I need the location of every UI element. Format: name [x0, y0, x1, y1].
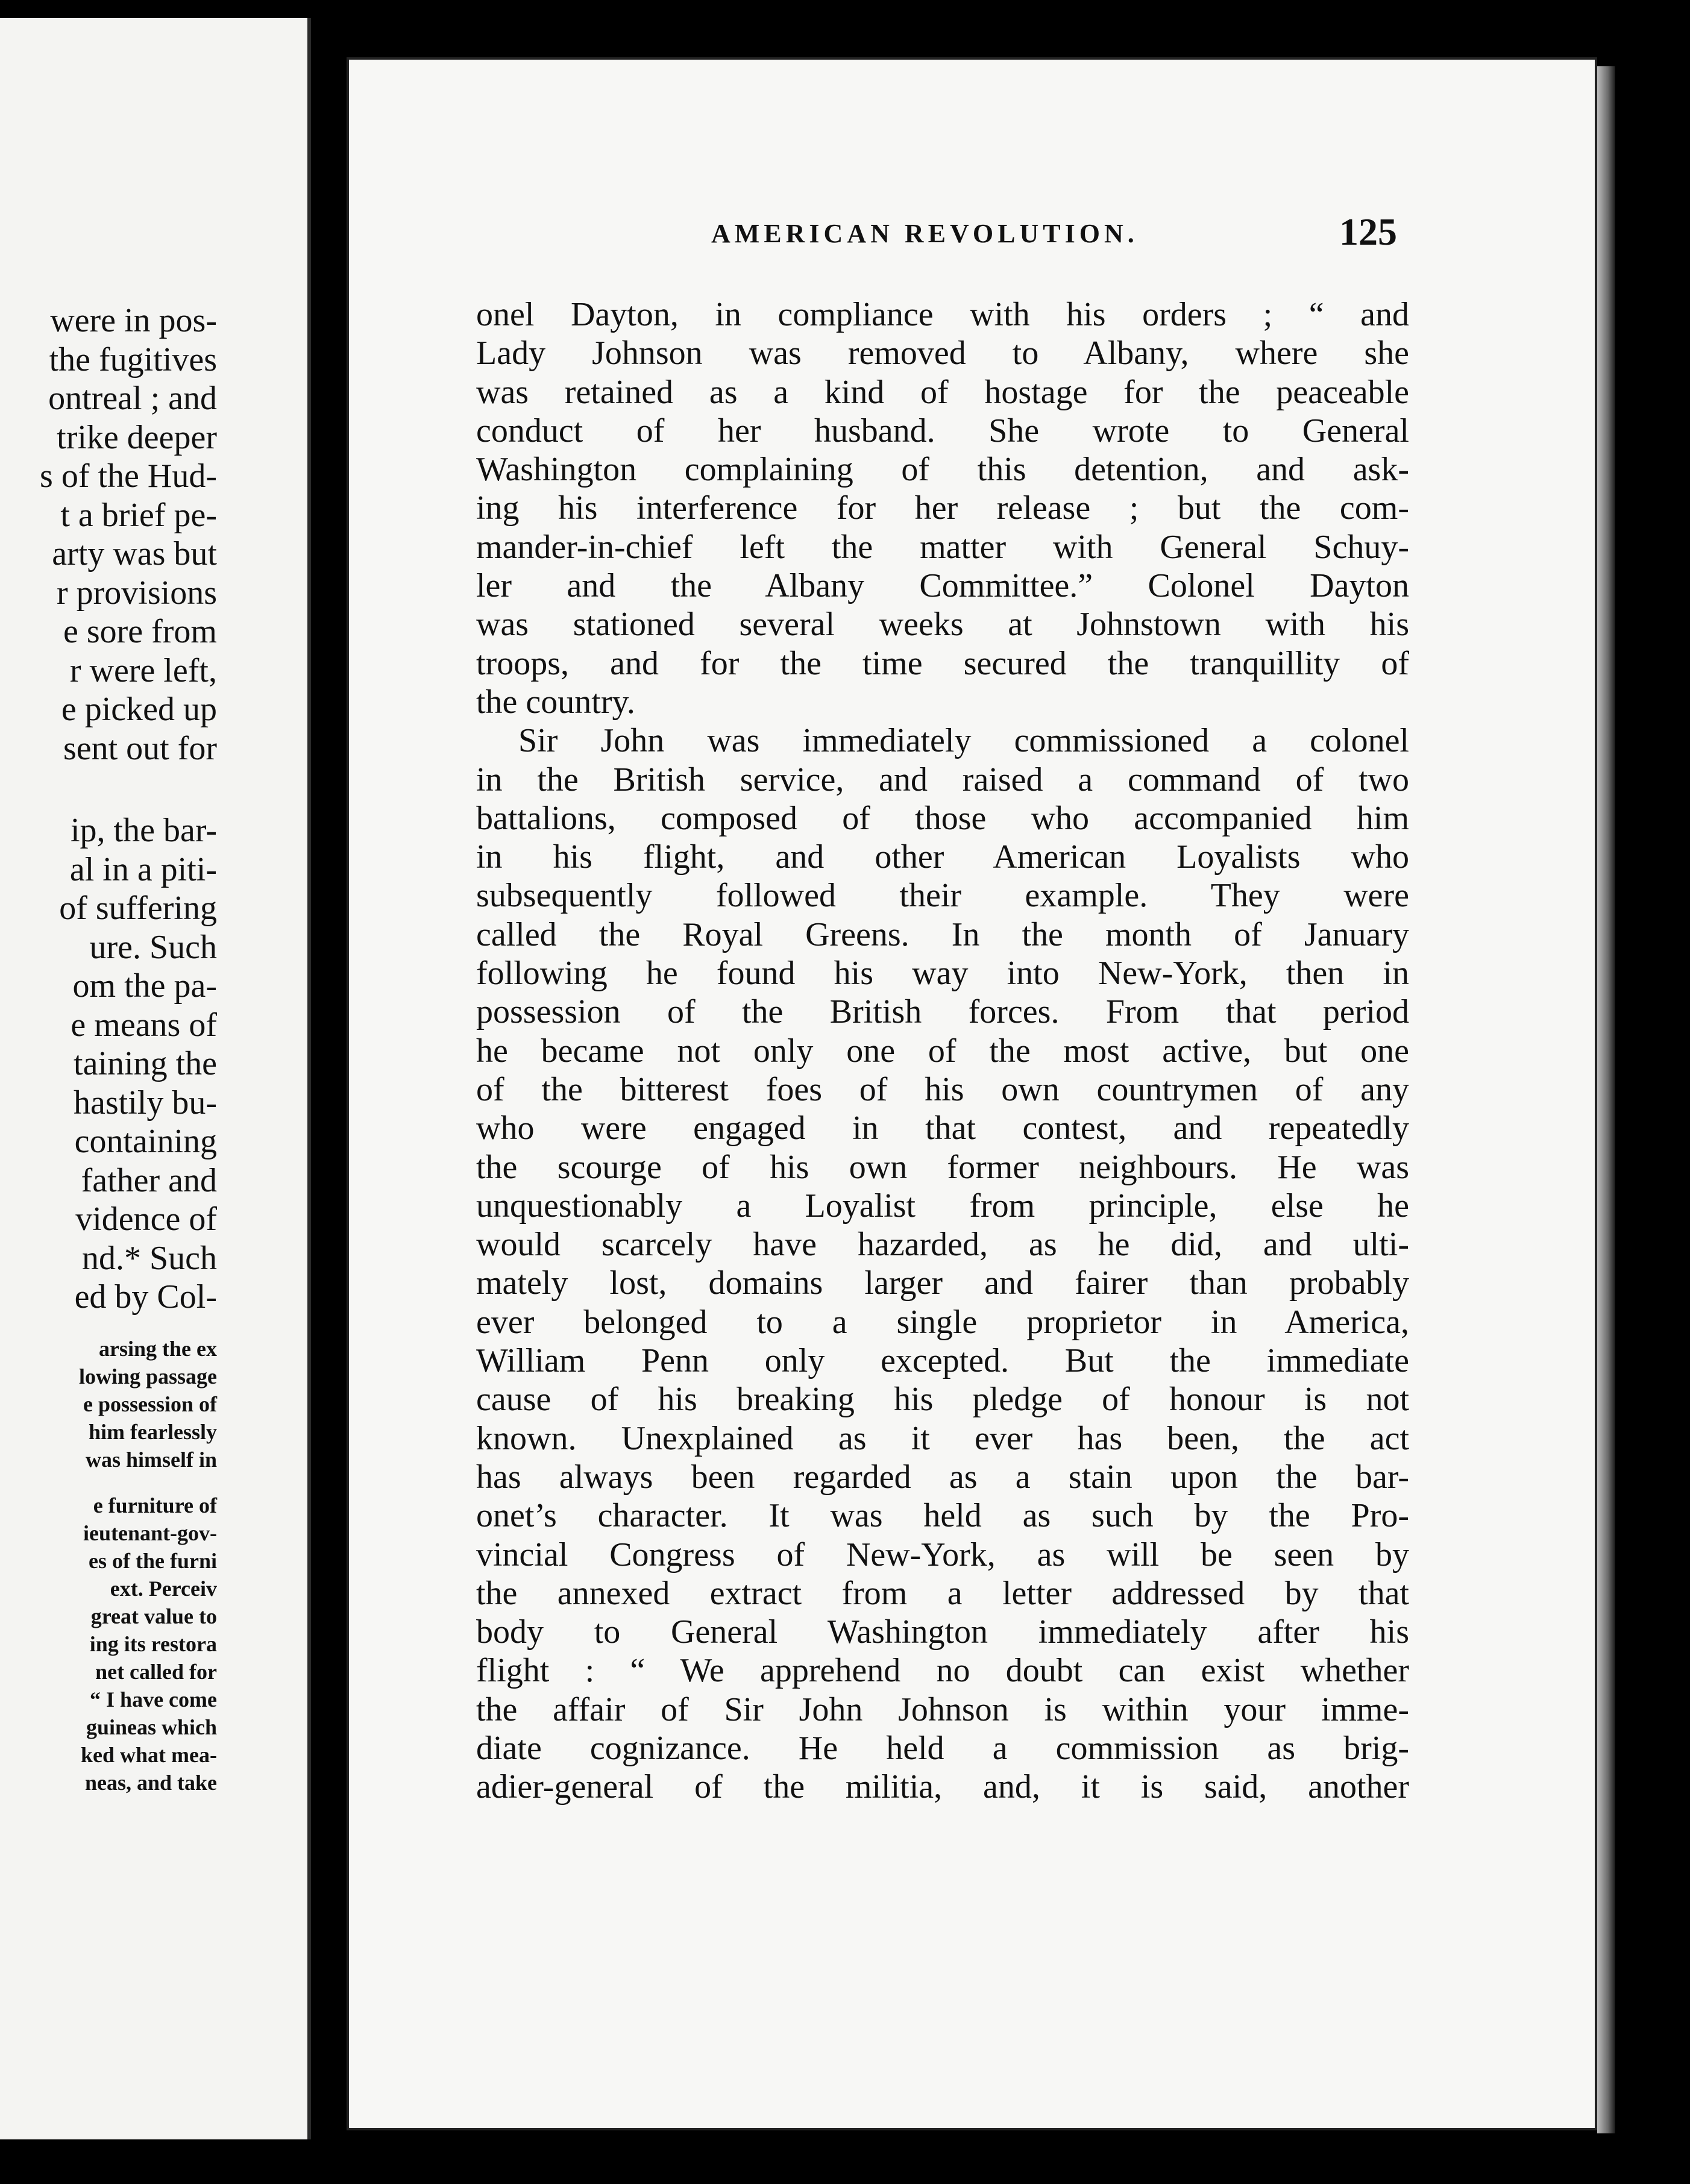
left-text-line: e picked up: [61, 691, 217, 728]
left-footnote-line: e possession of: [83, 1392, 217, 1416]
body-line: Lady Johnson was removed to Albany, where she: [476, 334, 1409, 372]
body-line: ler and the Albany Committee.” Colonel Dayton: [476, 567, 1409, 605]
body-line: mately lost, domains larger and fairer than probably: [476, 1264, 1409, 1302]
body-line: the annexed extract from a letter addressed by that: [476, 1574, 1409, 1612]
body-line: flight : “ We apprehend no doubt can exist whether: [476, 1652, 1409, 1690]
left-text-line: s of the Hud-: [40, 457, 217, 495]
left-page: [0, 18, 311, 2139]
left-text-line: ip, the bar-: [70, 812, 217, 849]
body-line: would scarcely have hazarded, as he did, and ulti-: [476, 1226, 1409, 1264]
body-line: has always been regarded as a stain upon the bar-: [476, 1458, 1409, 1496]
left-text-line: father and: [81, 1161, 217, 1199]
left-text-line: vidence of: [75, 1200, 217, 1238]
body-line: Washington complaining of this detention, and ask-: [476, 451, 1409, 489]
footnote-gap: [40, 1317, 217, 1335]
body-line: known. Unexplained as it ever has been, the act: [476, 1419, 1409, 1457]
left-text-line: were in pos-: [50, 302, 217, 339]
body-line: onel Dayton, in compliance with his orders ; “ and: [476, 296, 1409, 333]
left-footnote-line: arsing the ex: [99, 1336, 217, 1361]
running-head: AMERICAN REVOLUTION.: [711, 219, 1139, 248]
body-line: adier-general of the militia, and, it is said, another: [476, 1768, 1409, 1806]
body-line: diate cognizance. He held a commission as brig-: [476, 1729, 1409, 1767]
body-text: [476, 295, 1409, 1807]
left-text-line: the fugitives: [49, 340, 217, 378]
body-line: the country.: [476, 683, 635, 721]
left-text-line: taining the: [74, 1045, 217, 1082]
left-text-line: containing: [74, 1123, 217, 1160]
left-footnote-line: great value to: [90, 1604, 217, 1628]
left-text-line: ontreal ; and: [48, 380, 217, 417]
left-footnote-line: net called for: [95, 1659, 217, 1684]
body-line: the scourge of his own former neighbours. He was: [476, 1148, 1409, 1186]
body-line: in the British service, and raised a command of two: [476, 761, 1409, 799]
left-text-line: r were left,: [69, 651, 217, 689]
left-footnote-line: ieutenant-gov-: [83, 1520, 217, 1545]
left-footnote-line: es of the furni: [89, 1548, 217, 1573]
left-text-line: arty was but: [52, 535, 217, 573]
body-line: of the bitterest foes of his own countrymen of any: [476, 1070, 1409, 1108]
page-number: 125: [1339, 210, 1397, 253]
body-line: who were engaged in that contest, and repeatedly: [476, 1109, 1409, 1147]
left-text-line: om the pa-: [72, 967, 217, 1005]
left-text-line: trike deeper: [57, 418, 217, 456]
left-text-line: ed by Col-: [74, 1278, 217, 1316]
left-footnote-line: was himself in: [85, 1447, 217, 1472]
body-line: following he found his way into New-York, then in: [476, 955, 1409, 993]
body-line: ever belonged to a single proprietor in America,: [476, 1303, 1409, 1341]
left-footnote-line: lowing passage: [78, 1364, 217, 1389]
body-line: was retained as a kind of hostage for the peaceable: [476, 373, 1409, 411]
left-footnote-line: “ I have come: [90, 1687, 217, 1712]
body-line: was stationed several weeks at Johnstown with his: [476, 606, 1409, 644]
body-line: he became not only one of the most active, but one: [476, 1032, 1409, 1070]
page-edge: [1597, 66, 1615, 2133]
left-footnote-line: ked what mea-: [81, 1742, 217, 1767]
body-line: possession of the British forces. From that period: [476, 993, 1409, 1031]
body-line: troops, and for the time secured the tranquillity of: [476, 644, 1409, 682]
left-footnote-line: e furniture of: [93, 1493, 217, 1517]
body-line: ing his interference for her release ; but the com-: [476, 489, 1409, 527]
left-text-line: al in a piti-: [69, 850, 217, 888]
left-text-line: ure. Such: [89, 928, 217, 966]
paragraph-gap: [40, 768, 217, 811]
body-line: cause of his breaking his pledge of honour is not: [476, 1381, 1409, 1419]
body-line: the affair of Sir John Johnson is within your imme-: [476, 1690, 1409, 1728]
body-line: vincial Congress of New-York, as will be seen by: [476, 1536, 1409, 1574]
left-footnote-line: ing its restora: [89, 1631, 217, 1656]
left-text-line: r provisions: [57, 574, 217, 612]
left-text-line: nd.* Such: [82, 1239, 217, 1277]
left-text-line: of suffering: [59, 890, 217, 927]
left-text-line: sent out for: [63, 729, 217, 767]
body-line: body to General Washington immediately after his: [476, 1613, 1409, 1651]
left-footnote-line: guineas which: [86, 1715, 217, 1739]
body-line: onet’s character. It was held as such by the Pro-: [476, 1497, 1409, 1535]
body-line: mander-in-chief left the matter with General Schuy-: [476, 528, 1409, 566]
body-line: conduct of her husband. She wrote to General: [476, 412, 1409, 450]
left-footnote-line: ext. Perceiv: [110, 1576, 217, 1601]
body-line: battalions, composed of those who accompanied him: [476, 799, 1409, 837]
body-line: in his flight, and other American Loyalists who: [476, 838, 1409, 876]
footnote-gap: [40, 1473, 217, 1492]
left-text-line: e sore from: [63, 613, 217, 650]
body-line: unquestionably a Loyalist from principle, else he: [476, 1187, 1409, 1225]
left-text-line: hastily bu-: [74, 1084, 217, 1122]
left-page-text: [40, 301, 217, 1796]
left-footnote-line: him fearlessly: [89, 1419, 217, 1444]
left-text-line: e means of: [71, 1006, 217, 1044]
body-line: Sir John was immediately commissioned a colonel: [518, 722, 1409, 760]
left-footnote-line: neas, and take: [84, 1770, 217, 1795]
body-line: subsequently followed their example. They were: [476, 877, 1409, 915]
body-line: William Penn only excepted. But the immediate: [476, 1342, 1409, 1380]
left-text-line: t a brief pe-: [60, 496, 217, 534]
body-line: called the Royal Greens. In the month of January: [476, 915, 1409, 953]
